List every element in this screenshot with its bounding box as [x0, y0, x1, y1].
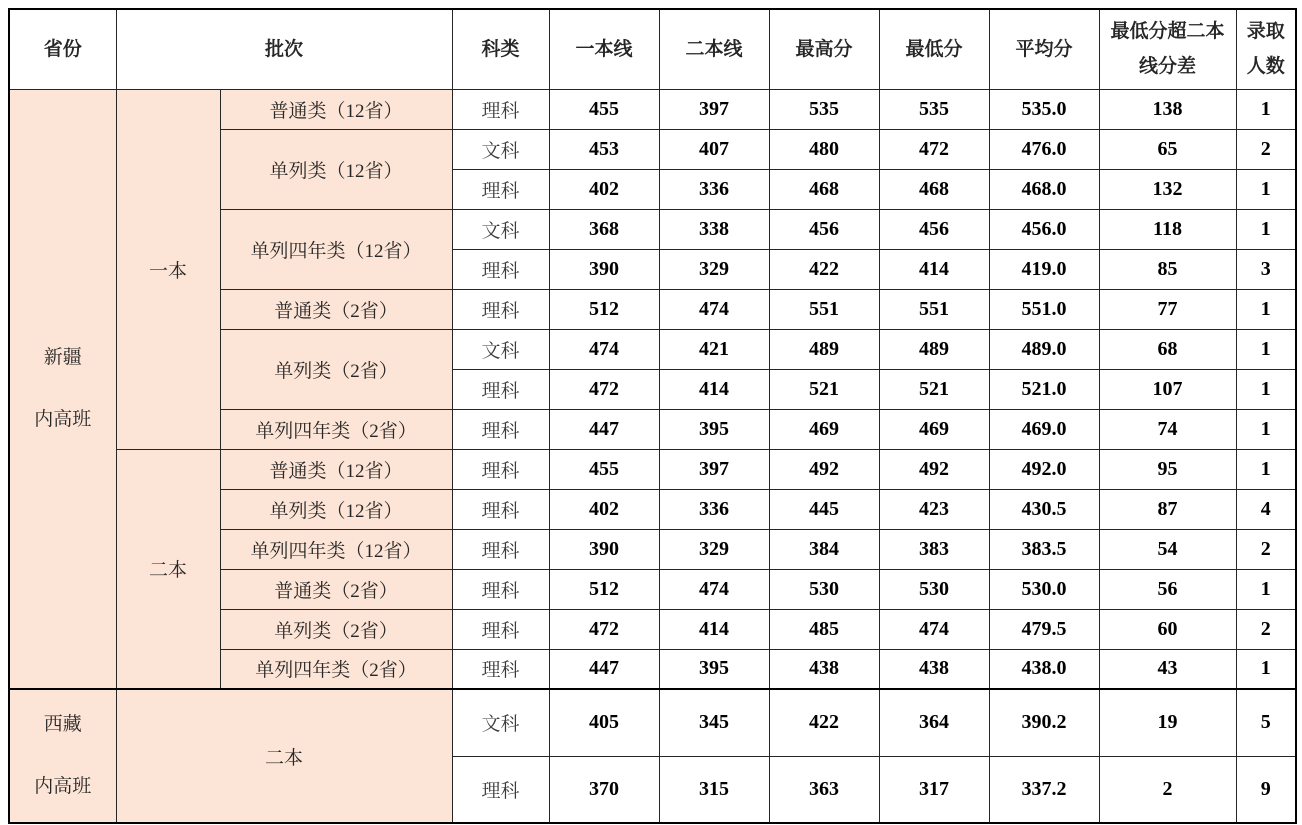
value-cell: 315 — [659, 756, 769, 823]
subject-cell: 理科 — [452, 489, 549, 529]
value-cell: 414 — [879, 249, 989, 289]
batch-type-cell: 单列类（2省） — [220, 609, 452, 649]
value-cell: 521 — [769, 369, 879, 409]
value-cell: 370 — [549, 756, 659, 823]
table-row — [9, 89, 1296, 129]
value-cell: 469 — [769, 409, 879, 449]
value-cell: 118 — [1099, 209, 1236, 249]
value-cell: 453 — [549, 129, 659, 169]
value-cell: 390 — [549, 249, 659, 289]
value-cell: 455 — [549, 89, 659, 129]
batch-type-cell: 单列四年类（12省） — [220, 529, 452, 569]
value-cell: 535 — [769, 89, 879, 129]
batch-type-cell: 普通类（2省） — [220, 289, 452, 329]
province-cell — [9, 89, 116, 689]
value-cell: 489 — [769, 329, 879, 369]
value-cell: 492 — [769, 449, 879, 489]
province-line: 内高班 — [34, 408, 92, 430]
value-cell: 95 — [1099, 449, 1236, 489]
value-cell: 512 — [549, 569, 659, 609]
subject-cell: 理科 — [452, 649, 549, 689]
tier-cell: 二本 — [116, 449, 220, 689]
value-cell: 551.0 — [989, 289, 1099, 329]
header-cell-subject: 科类 — [452, 9, 549, 89]
value-cell: 479.5 — [989, 609, 1099, 649]
value-cell: 407 — [659, 129, 769, 169]
value-cell: 390 — [549, 529, 659, 569]
value-cell: 384 — [769, 529, 879, 569]
table-row — [9, 689, 1296, 756]
value-cell: 336 — [659, 169, 769, 209]
table-row — [9, 449, 1296, 489]
value-cell: 74 — [1099, 409, 1236, 449]
subject-cell: 理科 — [452, 409, 549, 449]
value-cell: 469 — [879, 409, 989, 449]
value-cell: 474 — [659, 289, 769, 329]
subject-cell: 理科 — [452, 169, 549, 209]
value-cell: 2 — [1236, 609, 1296, 649]
value-cell: 476.0 — [989, 129, 1099, 169]
value-cell: 402 — [549, 169, 659, 209]
value-cell: 77 — [1099, 289, 1236, 329]
value-cell: 395 — [659, 649, 769, 689]
value-cell: 422 — [769, 249, 879, 289]
batch-type-cell: 单列类（12省） — [220, 489, 452, 529]
value-cell: 469.0 — [989, 409, 1099, 449]
value-cell: 1 — [1236, 569, 1296, 609]
value-cell: 489.0 — [989, 329, 1099, 369]
value-cell: 107 — [1099, 369, 1236, 409]
subject-cell: 理科 — [452, 569, 549, 609]
value-cell: 456.0 — [989, 209, 1099, 249]
value-cell: 1 — [1236, 649, 1296, 689]
value-cell: 383.5 — [989, 529, 1099, 569]
value-cell: 521 — [879, 369, 989, 409]
tier-cell: 一本 — [116, 89, 220, 449]
value-cell: 2 — [1099, 756, 1236, 823]
batch-type-cell: 单列四年类（12省） — [220, 209, 452, 289]
value-cell: 87 — [1099, 489, 1236, 529]
province-cell — [9, 689, 116, 823]
value-cell: 19 — [1099, 689, 1236, 756]
value-cell: 468.0 — [989, 169, 1099, 209]
value-cell: 535 — [879, 89, 989, 129]
subject-cell: 理科 — [452, 369, 549, 409]
value-cell: 438.0 — [989, 649, 1099, 689]
header-cell-province: 省份 — [9, 9, 116, 89]
value-cell: 85 — [1099, 249, 1236, 289]
value-cell: 551 — [769, 289, 879, 329]
value-cell: 530 — [769, 569, 879, 609]
value-cell: 68 — [1099, 329, 1236, 369]
batch-type-cell: 单列类（2省） — [220, 329, 452, 409]
subject-cell: 理科 — [452, 89, 549, 129]
subject-cell: 理科 — [452, 249, 549, 289]
value-cell: 438 — [879, 649, 989, 689]
value-cell: 438 — [769, 649, 879, 689]
value-cell: 447 — [549, 649, 659, 689]
subject-cell: 文科 — [452, 689, 549, 756]
value-cell: 395 — [659, 409, 769, 449]
value-cell: 551 — [879, 289, 989, 329]
value-cell: 338 — [659, 209, 769, 249]
value-cell: 480 — [769, 129, 879, 169]
value-cell: 364 — [879, 689, 989, 756]
value-cell: 485 — [769, 609, 879, 649]
value-cell: 512 — [549, 289, 659, 329]
value-cell: 368 — [549, 209, 659, 249]
value-cell: 1 — [1236, 409, 1296, 449]
header-cell-admitted-count: 录取人数 — [1236, 9, 1296, 89]
value-cell: 2 — [1236, 129, 1296, 169]
table-body — [9, 89, 1296, 823]
province-line: 新疆 — [43, 346, 82, 368]
subject-cell: 文科 — [452, 129, 549, 169]
table-header — [9, 9, 1296, 89]
value-cell: 2 — [1236, 529, 1296, 569]
header-cell-min-score: 最低分 — [879, 9, 989, 89]
header-cell-tier1-line: 一本线 — [549, 9, 659, 89]
batch-type-cell: 单列类（12省） — [220, 129, 452, 209]
value-cell: 1 — [1236, 169, 1296, 209]
value-cell: 414 — [659, 369, 769, 409]
subject-cell: 文科 — [452, 329, 549, 369]
value-cell: 474 — [659, 569, 769, 609]
batch-type-cell: 单列四年类（2省） — [220, 649, 452, 689]
value-cell: 60 — [1099, 609, 1236, 649]
value-cell: 472 — [549, 609, 659, 649]
value-cell: 468 — [769, 169, 879, 209]
province-line: 内高班 — [34, 776, 92, 797]
admission-score-table — [8, 8, 1297, 824]
value-cell: 423 — [879, 489, 989, 529]
province-line: 西藏 — [43, 714, 82, 735]
value-cell: 329 — [659, 249, 769, 289]
value-cell: 402 — [549, 489, 659, 529]
value-cell: 138 — [1099, 89, 1236, 129]
value-cell: 4 — [1236, 489, 1296, 529]
subject-cell: 理科 — [452, 609, 549, 649]
value-cell: 1 — [1236, 329, 1296, 369]
value-cell: 390.2 — [989, 689, 1099, 756]
value-cell: 447 — [549, 409, 659, 449]
value-cell: 492.0 — [989, 449, 1099, 489]
batch-type-cell: 普通类（2省） — [220, 569, 452, 609]
header-cell-max-score: 最高分 — [769, 9, 879, 89]
value-cell: 535.0 — [989, 89, 1099, 129]
batch-type-cell: 普通类（12省） — [220, 449, 452, 489]
batch-type-cell: 单列四年类（2省） — [220, 409, 452, 449]
value-cell: 1 — [1236, 89, 1296, 129]
header-row — [9, 9, 1296, 89]
value-cell: 317 — [879, 756, 989, 823]
value-cell: 468 — [879, 169, 989, 209]
value-cell: 397 — [659, 449, 769, 489]
value-cell: 492 — [879, 449, 989, 489]
value-cell: 56 — [1099, 569, 1236, 609]
value-cell: 65 — [1099, 129, 1236, 169]
value-cell: 1 — [1236, 289, 1296, 329]
value-cell: 43 — [1099, 649, 1236, 689]
value-cell: 430.5 — [989, 489, 1099, 529]
value-cell: 422 — [769, 689, 879, 756]
subject-cell: 理科 — [452, 756, 549, 823]
merged-batch-cell: 二本 — [116, 689, 452, 823]
value-cell: 455 — [549, 449, 659, 489]
value-cell: 421 — [659, 329, 769, 369]
value-cell: 1 — [1236, 369, 1296, 409]
header-cell-avg-score: 平均分 — [989, 9, 1099, 89]
value-cell: 1 — [1236, 209, 1296, 249]
value-cell: 521.0 — [989, 369, 1099, 409]
value-cell: 54 — [1099, 529, 1236, 569]
batch-type-cell: 普通类（12省） — [220, 89, 452, 129]
value-cell: 5 — [1236, 689, 1296, 756]
value-cell: 345 — [659, 689, 769, 756]
value-cell: 363 — [769, 756, 879, 823]
value-cell: 474 — [879, 609, 989, 649]
value-cell: 472 — [879, 129, 989, 169]
value-cell: 530.0 — [989, 569, 1099, 609]
value-cell: 1 — [1236, 449, 1296, 489]
value-cell: 3 — [1236, 249, 1296, 289]
header-cell-tier2-line: 二本线 — [659, 9, 769, 89]
value-cell: 445 — [769, 489, 879, 529]
value-cell: 9 — [1236, 756, 1296, 823]
value-cell: 405 — [549, 689, 659, 756]
value-cell: 472 — [549, 369, 659, 409]
value-cell: 336 — [659, 489, 769, 529]
subject-cell: 理科 — [452, 289, 549, 329]
value-cell: 132 — [1099, 169, 1236, 209]
value-cell: 489 — [879, 329, 989, 369]
header-cell-min-over-tier2-diff: 最低分超二本线分差 — [1099, 9, 1236, 89]
subject-cell: 理科 — [452, 529, 549, 569]
subject-cell: 理科 — [452, 449, 549, 489]
value-cell: 383 — [879, 529, 989, 569]
value-cell: 530 — [879, 569, 989, 609]
header-cell-batch: 批次 — [116, 9, 452, 89]
value-cell: 474 — [549, 329, 659, 369]
value-cell: 456 — [879, 209, 989, 249]
subject-cell: 文科 — [452, 209, 549, 249]
value-cell: 414 — [659, 609, 769, 649]
value-cell: 419.0 — [989, 249, 1099, 289]
value-cell: 337.2 — [989, 756, 1099, 823]
value-cell: 397 — [659, 89, 769, 129]
value-cell: 456 — [769, 209, 879, 249]
value-cell: 329 — [659, 529, 769, 569]
